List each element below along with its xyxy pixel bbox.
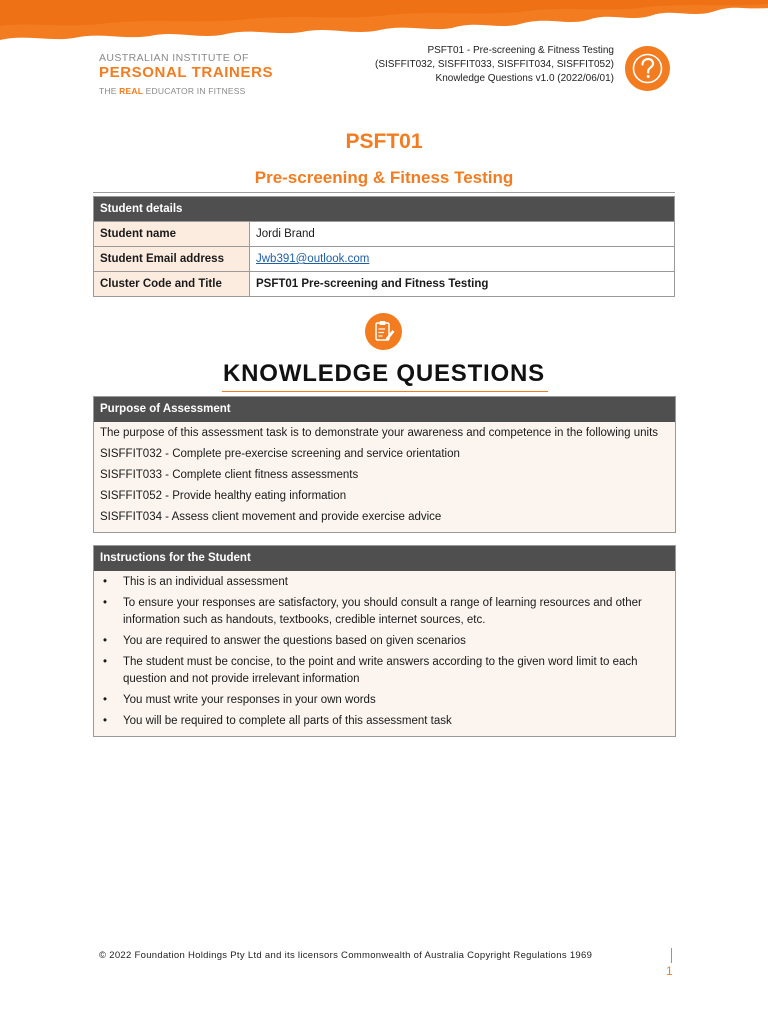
purpose-unit: SISFFIT034 - Assess client movement and provide exercise advice [100,511,442,523]
aipt-logo [99,52,274,96]
cluster-row [94,272,675,297]
cluster-label: Cluster Code and Title [94,272,250,297]
instruction-item: • This is an individual assessment [100,574,669,591]
student-email-link[interactable]: Jwb391@outlook.com [256,253,370,265]
purpose-unit: SISFFIT032 - Complete pre-exercise screening and service orientation [100,448,460,460]
header-line-1: PSFT01 - Pre-screening & Fitness Testing [427,45,614,56]
document-title: Pre-screening & Fitness Testing [254,168,514,187]
purpose-body [94,422,675,532]
purpose-intro: The purpose of this assessment task is to demonstrate your awareness and competence in the following units [100,427,659,439]
student-email-row [94,247,675,272]
header-line-2: (SISFFIT032, SISFFIT033, SISFFIT034, SISFFIT052) [375,59,614,70]
instructions-heading: Instructions for the Student [94,546,675,571]
document-code: PSFT01 [345,130,423,153]
clipboard-pencil-icon [365,313,402,350]
logo-tagline [99,86,259,96]
document-header-info [375,44,614,86]
student-details-heading: Student details [94,197,675,222]
knowledge-questions-underline [222,391,548,392]
student-name-label: Student name [94,222,250,247]
instructions-section [93,545,676,737]
instruction-item: • You must write your responses in your own words [100,692,669,709]
instruction-item: • You are required to answer the questions based on given scenarios [100,633,669,650]
logo-institute-text: AUSTRALIAN INSTITUTE OF [99,52,249,64]
copyright-footer: © 2022 Foundation Holdings Pty Ltd and its licensors Commonwealth of Australia Copyright Regulations 1969 [99,950,593,961]
instruction-item: • You will be required to complete all parts of this assessment task [100,713,669,730]
instructions-body [94,571,675,736]
cluster-value: PSFT01 Pre-screening and Fitness Testing [250,272,675,297]
student-email-label: Student Email address [94,247,250,272]
purpose-heading: Purpose of Assessment [94,397,675,422]
instruction-item: • To ensure your responses are satisfactory, you should consult a range of learning resources and other information such as handouts, textbooks, credible internet sources, etc. [100,595,669,629]
tagline-pre: THE [99,86,120,96]
student-name-row [94,222,675,247]
footer-divider [671,948,672,963]
instructions-list [100,574,669,730]
student-details-table [93,196,675,297]
header-line-3: Knowledge Questions v1.0 (2022/06/01) [435,73,614,84]
student-name-value: Jordi Brand [250,222,675,247]
title-divider [93,192,675,193]
tagline-accent: REAL [119,86,144,96]
page-number: 1 [666,964,673,978]
knowledge-questions-title: KNOWLEDGE QUESTIONS [223,360,545,387]
student-email-cell [250,247,675,272]
logo-brand-text: PERSONAL TRAINERS [99,64,274,81]
tagline-post: EDUCATOR IN FITNESS [143,86,246,96]
question-mark-icon [625,46,670,91]
purpose-unit: SISFFIT033 - Complete client fitness assessments [100,469,359,481]
instruction-item: • The student must be concise, to the point and write answers according to the given word limit to each question and not provide irrelevant information [100,654,669,688]
header-brush-stroke [0,0,768,42]
student-details-header-row [94,197,675,222]
purpose-of-assessment-section [93,396,676,533]
purpose-unit: SISFFIT052 - Provide healthy eating information [100,490,347,502]
